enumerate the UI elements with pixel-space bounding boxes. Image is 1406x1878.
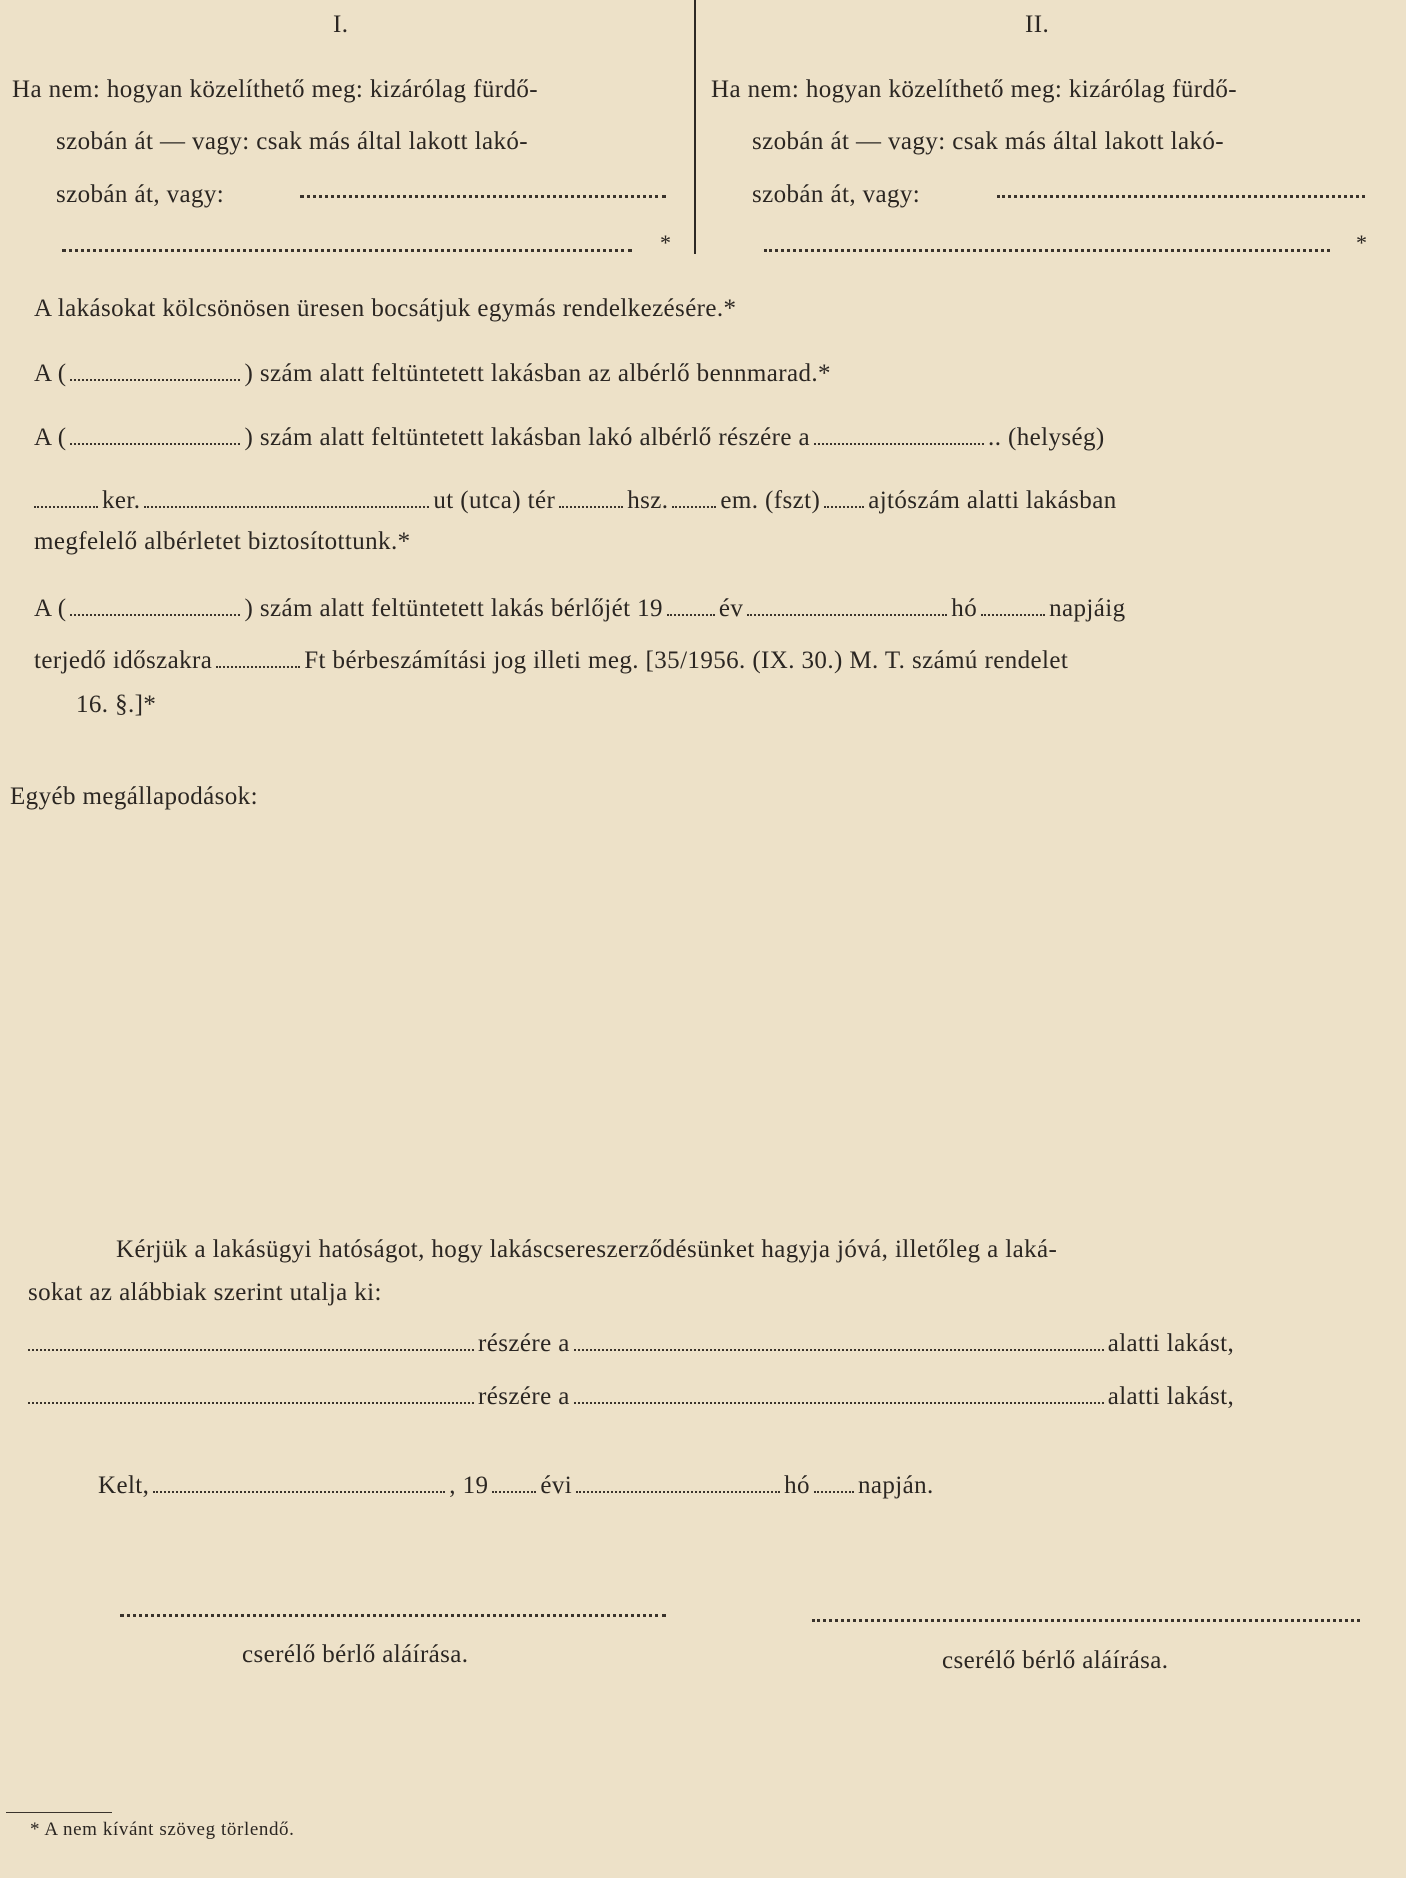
left-col-fill-1[interactable] [300,195,666,198]
request-line2: sokat az alábbiak szerint utalja ki: [28,1279,382,1306]
p6-amount-fill[interactable] [216,666,300,668]
right-col-fill-2[interactable] [764,249,1330,252]
left-col-line2: szobán át — vagy: csak más által lakott lakó- [56,128,529,155]
month-fill[interactable] [576,1491,780,1493]
year-prefix: , 19 [449,1472,489,1499]
p5-month-label: hó [951,595,978,622]
allocation-1-mid: részére a [478,1330,570,1357]
year-fill[interactable] [492,1491,536,1493]
right-col-line2: szobán át — vagy: csak más által lakott lakó- [752,128,1225,155]
p5-year-label: év [718,595,744,622]
dated-line [98,1473,934,1498]
p2-lead: A ( [34,360,67,387]
allocation-row-1 [28,1331,1234,1356]
p2-text: ) szám alatt feltüntetett lakásban az albérlő bennmarad.* [244,360,831,387]
door-label: ajtószám alatti lakásban [868,487,1117,514]
allocation-1-name-fill[interactable] [28,1349,474,1351]
p5-year-fill[interactable] [667,614,715,616]
p5-day-fill[interactable] [981,614,1045,616]
p6-lead: terjedő időszakra [34,647,213,674]
district-label: ker. [102,487,141,514]
day-fill[interactable] [814,1491,854,1493]
p5-lead: A ( [34,595,67,622]
signature-left-caption: cserélő bérlő aláírása. [242,1641,469,1668]
signature-left-line[interactable] [120,1614,666,1617]
floor-fill[interactable] [824,506,864,508]
p3-lead: A ( [34,424,67,451]
p6-text: Ft bérbeszámítási jog illeti meg. [35/1956. (IX. 30.) M. T. számú rendelet [304,647,1069,674]
allocation-2-address-fill[interactable] [574,1402,1104,1404]
paragraph-empty-handover: A lakásokat kölcsönösen üresen bocsátjuk egymás rendelkezésére.* [34,295,737,322]
paragraph-rent-credit [34,596,1126,621]
left-col-star: * [660,230,671,255]
allocation-2-name-fill[interactable] [28,1402,474,1404]
house-number-fill[interactable] [672,506,716,508]
paragraph-subtenant-stays [34,361,831,386]
p3-number-fill[interactable] [70,443,240,445]
column-ii-numeral: II. [1025,11,1050,38]
paragraph-rent-credit-line2 [34,648,1068,673]
district-fill[interactable] [34,506,98,508]
paragraph-subtenant-relocated [34,425,1105,450]
column-divider [694,0,696,254]
right-col-line3: szobán át, vagy: [752,181,921,208]
p3-town-fill[interactable] [814,443,984,445]
ho-label: hó [784,1472,810,1499]
house-number-label: hsz. [627,487,669,514]
regulation-ref-line2: 16. §.]* [76,691,157,718]
request-line1: Kérjük a lakásügyi hatóságot, hogy lakáscsereszerződésünket hagyja jóvá, illetőleg a laká- [116,1236,1058,1263]
street-label: ut (utca) tér [433,487,556,514]
kelt-label: Kelt, [98,1472,150,1499]
right-col-line1: Ha nem: hogyan közelíthető meg: kizárólag fürdő- [711,76,1237,103]
left-col-line1: Ha nem: hogyan közelíthető meg: kizárólag fürdő- [12,76,538,103]
napjan-label: napján. [857,1472,934,1499]
allocation-1-end: alatti lakást, [1107,1330,1235,1357]
signature-right-line[interactable] [812,1619,1360,1622]
address-line-2: megfelelő albérletet biztosítottunk.* [34,528,411,555]
p5-text: ) szám alatt feltüntetett lakás bérlőjét 19 [244,595,663,622]
p5-day-label: napjáig [1049,595,1126,622]
other-agreements-heading: Egyéb megállapodások: [10,783,258,810]
allocation-row-2 [28,1384,1234,1409]
street-fill[interactable] [144,506,429,508]
allocation-2-mid: részére a [478,1383,570,1410]
allocation-2-end: alatti lakást, [1107,1383,1235,1410]
p3-text: ) szám alatt feltüntetett lakásban lakó albérlő részére a [244,424,811,451]
signature-right-caption: cserélő bérlő aláírása. [942,1647,1169,1674]
left-col-line3: szobán át, vagy: [56,181,225,208]
place-fill[interactable] [153,1491,445,1493]
p3-town-label: .. (helység) [988,424,1105,451]
footnote: * A nem kívánt szöveg törlendő. [30,1819,295,1840]
p5-month-fill[interactable] [747,614,947,616]
floor-label: em. (fszt) [720,487,821,514]
allocation-1-address-fill[interactable] [574,1349,1104,1351]
left-col-fill-2[interactable] [62,249,632,252]
footnote-rule [6,1812,112,1813]
square-fill[interactable] [559,506,623,508]
p5-number-fill[interactable] [70,614,240,616]
right-col-star: * [1356,230,1367,255]
p2-number-fill[interactable] [70,379,240,381]
column-i-numeral: I. [333,11,349,38]
right-col-fill-1[interactable] [997,195,1365,198]
address-line [34,488,1117,513]
evi-label: évi [540,1472,573,1499]
